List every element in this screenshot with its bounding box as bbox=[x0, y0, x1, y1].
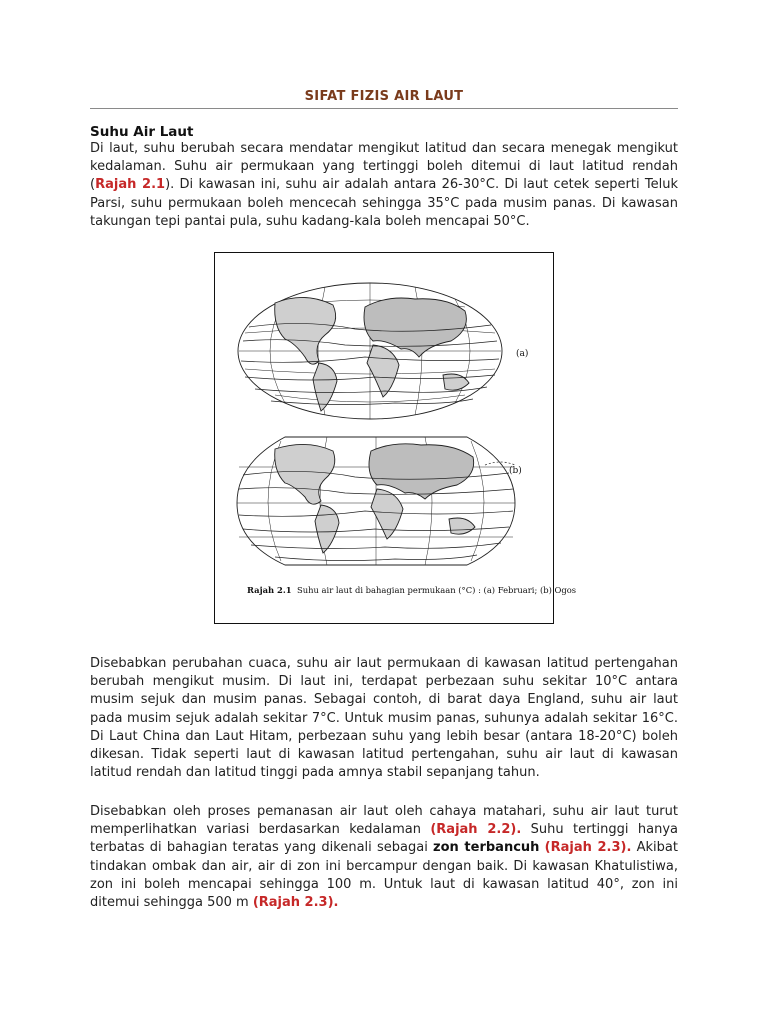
figure-caption-text: Suhu air laut di bahagian permukaan (°C) : (a) Februari; (b) Ogos bbox=[296, 585, 577, 595]
map-label-a: (a) bbox=[516, 349, 529, 359]
title-divider bbox=[90, 108, 678, 109]
key-term: zon terbancuh bbox=[433, 840, 540, 856]
paragraph-text: Akibat tindakan ombak dan air, air di zon ini bercampur dengan baik. Di kawasan Khatulistiwa, zon ini boleh mencapai sehingga 100 m. Untuk laut di kawasan latitud 40°, zon ini ditemui sehingga 500 m bbox=[90, 840, 678, 911]
paragraph-2 bbox=[90, 655, 678, 782]
paragraph-text: Di laut, suhu berubah secara mendatar mengikut latitud dan secara menegak mengikut kedalaman. Suhu air permukaan yang tertinggi boleh ditemui di laut latitud rendah ( bbox=[90, 141, 678, 193]
figure-reference: (Rajah 2.3). bbox=[544, 840, 632, 856]
figure-caption bbox=[247, 585, 576, 595]
paragraph-1 bbox=[90, 140, 678, 231]
paragraph-text: Suhu tertinggi hanya terbatas di bahagian teratas yang dikenali sebagai bbox=[90, 822, 678, 856]
section-heading: Suhu Air Laut bbox=[90, 124, 194, 140]
world-maps-image bbox=[215, 253, 553, 623]
paragraph-text: Disebabkan perubahan cuaca, suhu air laut permukaan di kawasan latitud pertengahan berubah mengikut musim. Di laut ini, terdapat perbezaan suhu sekitar 10°C antara musim sejuk dan musim panas. Sebagai contoh, di barat daya England, suhu air laut pada musim sejuk adalah sekitar 7°C. Untuk musim panas, suhunya adalah sekitar 16°C. Di Laut China dan Laut Hitam, perbezaan suhu yang lebih besar (antara 18-20°C) boleh dikesan. Tidak seperti laut di kawasan latitud pertengahan, suhu air laut di kawasan latitud rendah dan latitud tinggi pada amnya stabil sepanjang tahun. bbox=[90, 656, 678, 781]
figure-caption-label: Rajah 2.1 bbox=[247, 585, 292, 595]
paragraph-text: ). Di kawasan ini, suhu air adalah antara 26-30°C. Di laut cetek seperti Teluk Parsi, suhu permukaan boleh mencecah sehingga 35°C pada musim panas. Di kawasan takungan tepi pantai pula, suhu kadang-kala boleh mencapai 50°C. bbox=[90, 177, 678, 229]
figure-reference: (Rajah 2.3). bbox=[252, 895, 339, 911]
figure-reference: (Rajah 2.2). bbox=[430, 822, 522, 838]
document-title: SIFAT FIZIS AIR LAUT bbox=[304, 89, 464, 104]
figure-reference: Rajah 2.1 bbox=[95, 177, 166, 193]
paragraph-text: Disebabkan oleh proses pemanasan air laut oleh cahaya matahari, suhu air laut turut memperlihatkan variasi berdasarkan kedalaman bbox=[90, 804, 678, 838]
map-label-b: (b) bbox=[509, 466, 522, 476]
figure-rajah-2-1 bbox=[214, 252, 577, 624]
paragraph-3 bbox=[90, 803, 678, 912]
